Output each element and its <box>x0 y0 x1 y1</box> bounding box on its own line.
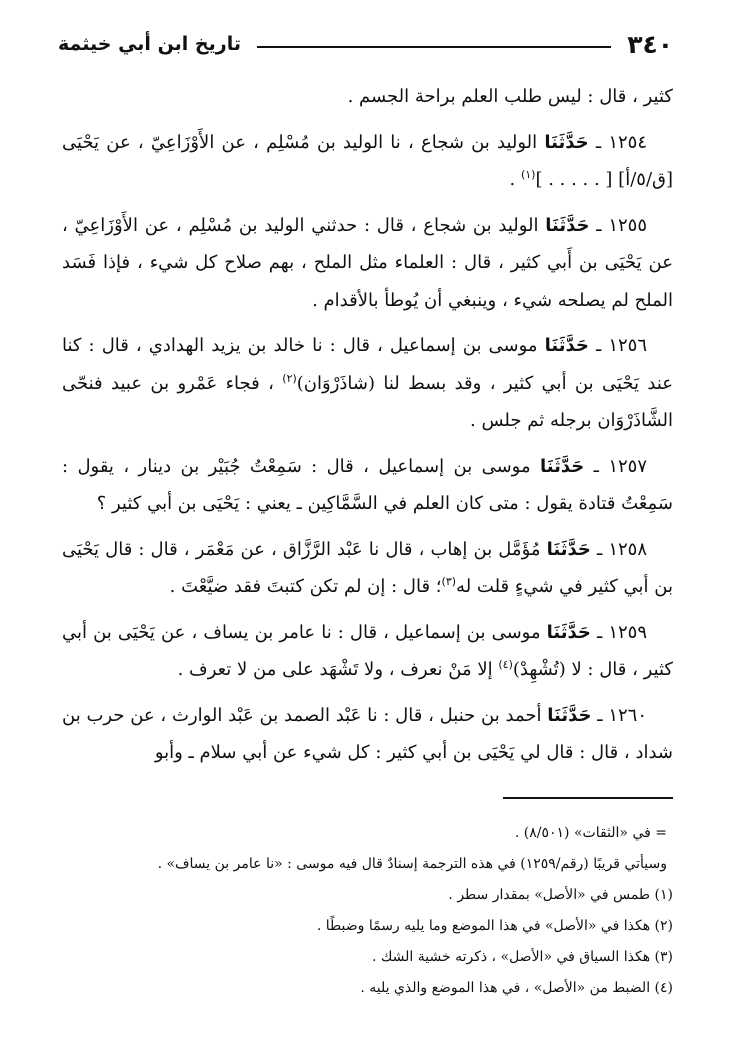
hadith-text: مُؤَمَّل بن إهاب ، قال نا عَبْد الرَّزَّاق ، عن مَعْمَر ، قال : قال يَحْيَى بن أبي كثير في شيءٍ قلت له <box>62 538 673 597</box>
isnad-marker: حَدَّثَنَا <box>545 214 590 236</box>
hadith-1258: ١٢٥٨ ـ حَدَّثَنَا مُؤَمَّل بن إهاب ، قال نا عَبْد الرَّزَّاق ، عن مَعْمَر ، قال : قال يَحْيَى بن أبي كثير في شيءٍ قلت له$^{(٣)}$؛ قال : إن لم تكن كتبتَ فقد ضيَّعْتَ . <box>62 538 673 597</box>
hadith-number: ١٢٦٠ ـ <box>597 704 647 726</box>
footnotes <box>62 818 673 1004</box>
hadith-number: ١٢٥٥ ـ <box>596 214 647 236</box>
footnote-ref: (٣) <box>441 575 457 588</box>
book-title: تاريخ ابن أبي خيثمة <box>58 33 241 55</box>
hadith-text: الوليد بن شجاع ، نا الوليد بن مُسْلِم ، عن الأَوْزَاعِيّ ، عن يَحْيَى <box>62 131 538 153</box>
footnote-1: (١) طمس في «الأصل» بمقدار سطر . <box>448 887 673 903</box>
isnad-marker: حَدَّثَنَا <box>540 455 585 477</box>
hadith-1260 <box>62 697 673 772</box>
hadith-text: موسى بن إسماعيل ، قال : نا عامر بن يساف ، عن يَحْيَى بن أبي كثير ، قال : لا (تُشْهِدْ) <box>62 621 673 680</box>
isnad-marker: حَدَّثَنَا <box>547 704 592 726</box>
hadith-text: موسى بن إسماعيل ، قال : سَمِعْتُ جُبَيْر بن دينار ، يقول : سَمِعْتُ قتادة يقول : متى كان العلم في السَّمَّاكِين ـ يعني : يَحْيَى بن أبي كثير ؟ <box>62 455 673 514</box>
header-rule <box>257 46 611 48</box>
running-header <box>58 26 673 62</box>
footnote-4: (٤) الضبط من «الأصل» ، في هذا الموضع والذي يليه . <box>360 980 673 996</box>
hadith-1255 <box>62 207 673 320</box>
hadith-number: ١٢٥٩ ـ <box>596 621 647 643</box>
manuscript-ref: [ق/٥/أ] [ . . . . . ] <box>535 169 673 190</box>
hadith-text: موسى بن إسماعيل ، قال : نا خالد بن يزيد الهدادي ، قال : كنا عند يَحْيَى بن أبي كثير ، وقد بسط لنا (شاذَرْوَان) <box>62 335 673 394</box>
hadith-1257 <box>62 448 673 523</box>
hadith-text: أحمد بن حنبل ، قال : نا عَبْد الصمد بن عَبْد الوارث ، عن حرب بن شداد ، قال : قال لي يَحْيَى بن أبي كثير : كل شيء عن أبي سلام ـ وأبو <box>62 704 673 763</box>
isnad-marker: حَدَّثَنَا <box>544 131 589 153</box>
main-text <box>62 78 673 780</box>
footnote-ref: (٤) <box>498 658 513 671</box>
hadith-1256: ١٢٥٦ ـ حَدَّثَنَا موسى بن إسماعيل ، قال : نا خالد بن يزيد الهدادي ، قال : كنا عند يَحْيَى بن أبي كثير ، وقد بسط لنا (شاذَرْوَان)$^{(٢)}$ ، فجاء عَمْرو بن عبيد فنحّى الشَّاذَرْوَان برجله ثم جلس . <box>62 335 673 431</box>
isnad-marker: حَدَّثَنَا <box>546 621 591 643</box>
isnad-marker: حَدَّثَنَا <box>546 538 591 560</box>
hadith-number: ١٢٥٤ ـ <box>595 131 647 153</box>
footnote-2: (٢) هكذا في «الأصل» في هذا الموضع وما يليه رسمًا وضبطًا . <box>316 918 673 934</box>
hadith-1254: ١٢٥٤ ـ حَدَّثَنَا الوليد بن شجاع ، نا الوليد بن مُسْلِم ، عن الأَوْزَاعِيّ ، عن يَحْيَى [ق/٥/أ] [ . . . . . ]$^{(١)}$ . <box>62 131 673 190</box>
footnote-carryover: = في «الثقات» (٨/٥٠١) . <box>514 825 667 841</box>
footnote-ref: (١) <box>520 168 536 181</box>
isnad-marker: حَدَّثَنَا <box>544 335 589 356</box>
hadith-number: ١٢٥٦ ـ <box>595 335 647 356</box>
paragraph-continuation: كثير ، قال : ليس طلب العلم براحة الجسم . <box>347 86 673 107</box>
footnote-separator <box>503 797 673 799</box>
hadith-text: الوليد بن شجاع ، قال : حدثني الوليد بن مُسْلِم ، عن الأَوْزَاعِيّ ، عن يَحْيَى بن أَبي كثير ، قال : العلماء مثل الملح ، بهم صلاح كل شيء ، فإذا فَسَد الملح لم يصلحه شيء ، وينبغي أن يُوطأ بالأقدام . <box>62 214 673 311</box>
hadith-number: ١٢٥٨ ـ <box>596 538 647 560</box>
footnote-carryover: وسيأتي قريبًا (رقم/١٢٥٩) في هذه الترجمة إسنادٌ قال فيه موسى : «نا عامر بن يساف» . <box>157 856 667 872</box>
hadith-number: ١٢٥٧ ـ <box>593 455 647 477</box>
footnote-3: (٣) هكذا السياق في «الأصل» ، ذكرته خشية الشك . <box>371 949 673 965</box>
page-number: ٣٤٠ <box>627 29 673 59</box>
hadith-1259: ١٢٥٩ ـ حَدَّثَنَا موسى بن إسماعيل ، قال : نا عامر بن يساف ، عن يَحْيَى بن أبي كثير ، قال : لا (تُشْهِدْ)$^{(٤)}$ إلا مَنْ نعرف ، ولا تَشْهَد على من لا تعرف . <box>62 621 673 680</box>
footnote-ref: (٢) <box>282 371 297 385</box>
